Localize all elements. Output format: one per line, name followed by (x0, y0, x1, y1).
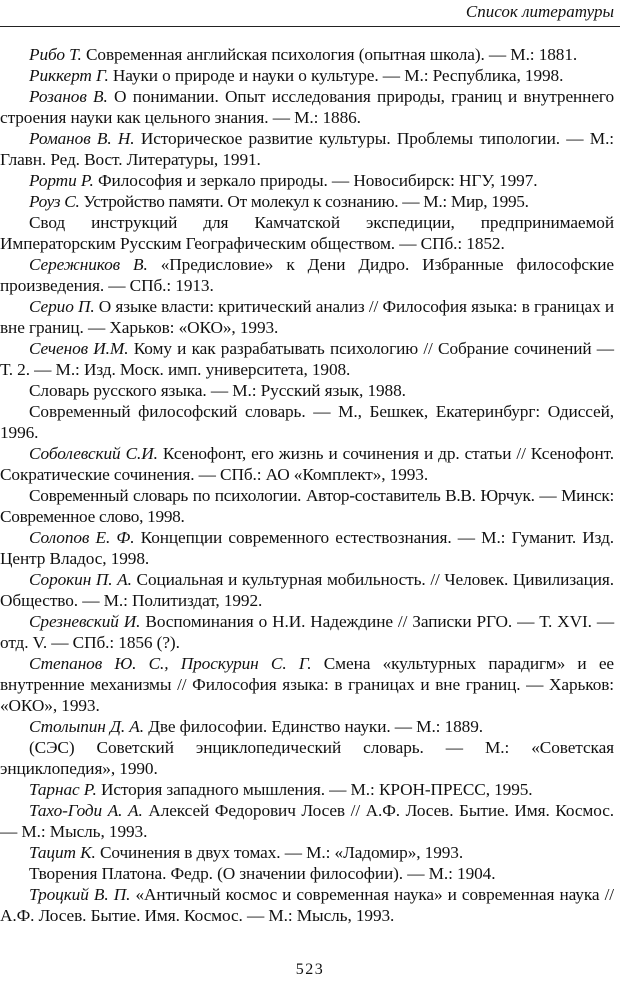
entry-text: О понимании. Опыт исследования природы, границ и внутреннего строения науки как цельного знания. — М.: 1886. (0, 87, 614, 127)
entry-text: Смена «культурных парадигм» и ее внутренние механизмы // Философия языка: в границах и вне границ. — Харьков: «ОКО», 1993. (0, 654, 614, 715)
entry-author: Столыпин Д. А. (29, 717, 144, 736)
entry-text: «Предисловие» к Дени Дидро. Избранные философские произведения. — СПб.: 1913. (0, 255, 615, 295)
entry-text: Ксенофонт, его жизнь и сочинения и др. статьи // Ксенофонт. Сократические сочинения. — СПб.: АО «Комплект», 1993. (0, 444, 615, 484)
page-number: 523 (295, 961, 325, 978)
entry-text: Воспоминания о Н.И. Надеждине // Записки РГО. — Т. XVI. — отд. V. — СПб.: 1856 (?). (0, 612, 614, 652)
entry-text: Современная английская психология (опытная школа). — М.: 1881. (81, 45, 578, 64)
entry-author: Соболевский С.И. (29, 444, 158, 463)
bibliography-entry (0, 128, 614, 170)
bibliography-entry (0, 737, 614, 779)
entry-author: Романов В. Н. (29, 129, 135, 148)
entry-text: Две философии. Единство науки. — М.: 1889. (144, 717, 483, 736)
entry-author: Степанов Ю. С., Проскурин С. Г. (29, 654, 312, 673)
bibliography-entry (0, 611, 614, 653)
entry-text: Устройство памяти. От молекул к сознанию. — М.: Мир, 1995. (79, 192, 529, 211)
entry-author: Риккерт Г. (29, 66, 109, 85)
bibliography-entry (0, 485, 614, 527)
bibliography-entry (0, 569, 614, 611)
bibliography-entry (0, 842, 614, 863)
entry-text: Словарь русского языка. — М.: Русский язык, 1988. (29, 381, 406, 400)
entry-text: Сочинения в двух томах. — М.: «Ладомир», 1993. (95, 843, 464, 862)
bibliography-entry (0, 779, 614, 800)
entry-text: Свод инструкций для Камчатской экспедиции, предпринимаемой Императорским Русским Географическим обществом. — СПб.: 1852. (0, 213, 614, 253)
bibliography-entry (0, 86, 614, 128)
bibliography-entry (0, 338, 614, 380)
running-header (0, 0, 620, 26)
entry-text: «Античный космос и современная наука» и современная наука // А.Ф. Лосев. Бытие. Имя. Космос. — М.: Мысль, 1993. (0, 885, 614, 925)
bibliography-list (0, 44, 614, 926)
bibliography-entry (0, 254, 614, 296)
entry-text: Социальная и культурная мобильность. // Человек. Цивилизация. Общество. — М.: Политиздат, 1992. (0, 570, 614, 610)
bibliography-entry (0, 716, 614, 737)
bibliography-entry (0, 191, 614, 212)
bibliography-entry (0, 884, 614, 926)
entry-text: Концепции современного естествознания. — М.: Гуманит. Изд. Центр Владос, 1998. (0, 528, 614, 568)
bibliography-entry (0, 863, 614, 884)
bibliography-entry (0, 296, 614, 338)
entry-text: Историческое развитие культуры. Проблемы типологии. — М.: Главн. Ред. Вост. Литературы, 1991. (0, 129, 614, 169)
entry-author: Розанов В. (29, 87, 108, 106)
bibliography-entry (0, 443, 614, 485)
header-rule (0, 26, 620, 27)
entry-author: Тахо-Годи А. А. (29, 801, 143, 820)
entry-author: Роуз С. (29, 192, 80, 211)
bibliography-entry (0, 65, 614, 86)
entry-author: Троцкий В. П. (29, 885, 131, 904)
entry-author: Тарнас Р. (29, 780, 97, 799)
entry-text: Современный словарь по психологии. Автор-составитель В.В. Юрчук. — Минск: Современное слово, 1998. (0, 486, 614, 526)
entry-author: Срезневский И. (29, 612, 141, 631)
entry-text: Науки о природе и науки о культуре. — М.: Республика, 1998. (108, 66, 564, 85)
bibliography-entry (0, 800, 614, 842)
entry-author: Тацит К. (29, 843, 96, 862)
entry-author: Сорокин П. А. (29, 570, 132, 589)
bibliography-entry (0, 380, 614, 401)
entry-author: Солопов Е. Ф. (29, 528, 135, 547)
entry-text: Философия и зеркало природы. — Новосибирск: НГУ, 1997. (93, 171, 538, 190)
entry-text: Алексей Федорович Лосев // А.Ф. Лосев. Бытие. Имя. Космос. — М.: Мысль, 1993. (0, 801, 615, 841)
entry-text: Современный философский словарь. — М., Бешкек, Екатеринбург: Одиссей, 1996. (0, 402, 614, 442)
bibliography-entry (0, 212, 614, 254)
entry-author: Рорти Р. (29, 171, 94, 190)
entry-text: О языке власти: критический анализ // Философия языка: в границах и вне границ. — Харьков: «ОКО», 1993. (0, 297, 615, 337)
entry-author: Рибо Т. (29, 45, 82, 64)
bibliography-entry (0, 170, 614, 191)
bibliography-entry (0, 653, 614, 716)
entry-author: Сережников В. (29, 255, 148, 274)
entry-text: Творения Платона. Федр. (О значении философии). — М.: 1904. (29, 864, 496, 883)
entry-text: Кому и как разрабатывать психологию // Собрание сочинений — Т. 2. — М.: Изд. Моск. имп. университета, 1908. (0, 339, 614, 379)
bibliography-entry (0, 527, 614, 569)
entry-text: (СЭС) Советский энциклопедический словарь. — М.: «Советская энциклопедия», 1990. (0, 738, 614, 778)
bibliography-entry (0, 401, 614, 443)
bibliography-entry (0, 44, 614, 65)
entry-author: Сеченов И.М. (29, 339, 129, 358)
header-title: Список литературы (465, 2, 614, 21)
entry-author: Серио П. (29, 297, 95, 316)
entry-text: История западного мышления. — М.: КРОН-ПРЕСС, 1995. (96, 780, 533, 799)
